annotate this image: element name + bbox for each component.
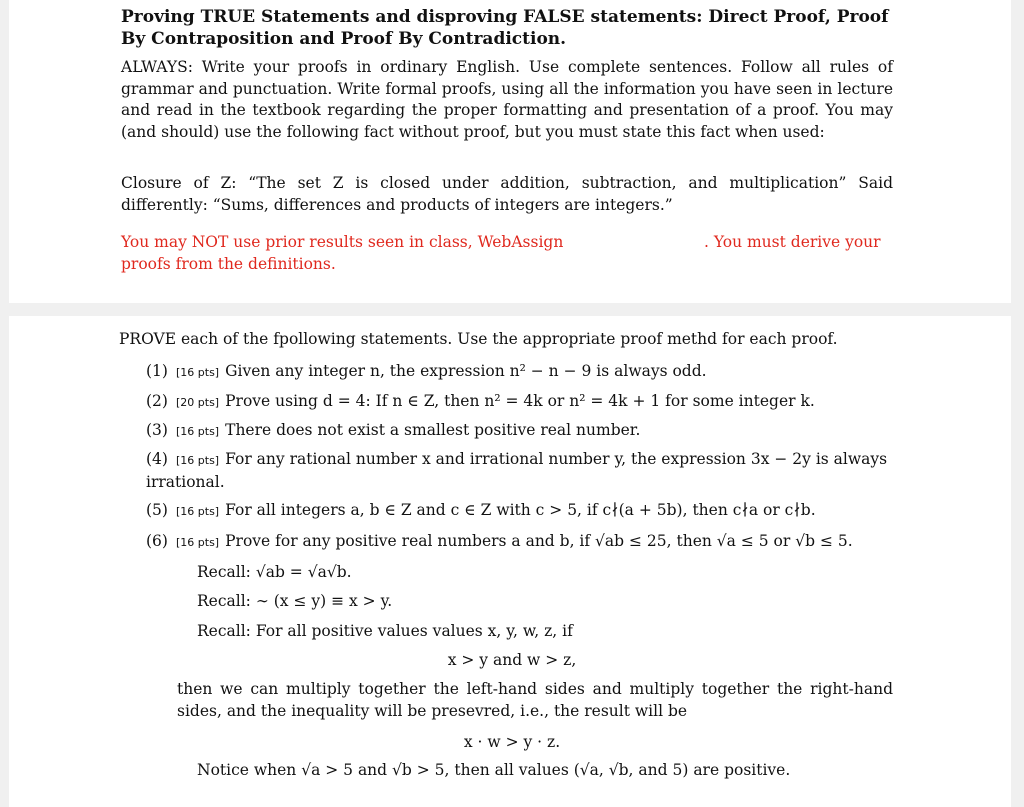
inequality-2: x · w > y · z. [463,733,561,751]
problem-number: (4) [146,450,168,468]
problem-text: For all integers a, b ∈ Z and c ∈ Z with c > 5, if c∤(a + 5b), then c∤a or c∤b. [225,501,816,519]
problem-text: There does not exist a smallest positive real number. [225,421,641,439]
warning-text-right: . You must derive your [704,233,881,251]
problem-text: Prove for any positive real numbers a and b, if √ab ≤ 25, then √a ≤ 5 or √b ≤ 5. [225,532,853,550]
recall-multiply: Recall: For all positive values values x, y, w, z, if [197,622,573,640]
problem-3 [146,420,894,443]
then-paragraph: then we can multiply together the left-hand sides and multiply together the right-hand sides, and the inequality will be presevred, i.e., the result will be [177,680,893,720]
warning-text-line2: proofs from the definitions. [121,255,336,273]
recall-sqrt: Recall: √ab = √a√b. [197,563,352,581]
page-title: Proving TRUE Statements and disproving FALSE statements: Direct Proof, Proof By Contraposition and Proof By Contradiction. [121,7,889,49]
problem-text: Prove using d = 4: If n ∈ Z, then n² = 4k or n² = 4k + 1 for some integer k. [225,392,815,410]
problem-5 [146,500,894,523]
problem-number: (6) [146,532,168,550]
notice-text: Notice when √a > 5 and √b > 5, then all values (√a, √b, and 5) are positive. [197,761,791,779]
problem-6 [146,531,894,554]
always-paragraph: ALWAYS: Write your proofs in ordinary English. Use complete sentences. Follow all rules of grammar and punctuation. Write formal proofs, using all the information you have seen in lecture and read in the textbook regarding the proper formatting and presentation of a proof. You may (and should) use the following fact without proof, but you must state this fact when used: [121,58,893,141]
problem-points: [16 pts] [176,366,220,379]
problem-text: For any rational number x and irrational number y, the expression 3x − 2y is always irrational. [146,450,888,491]
problem-2 [146,391,894,414]
problem-4 [146,449,894,493]
problem-points: [20 pts] [176,396,220,409]
problem-number: (5) [146,501,168,519]
problem-number: (3) [146,421,168,439]
problem-number: (1) [146,362,168,380]
problem-points: [16 pts] [176,454,220,467]
closure-paragraph: Closure of Z: “The set Z is closed under addition, subtraction, and multiplication” Said differently: “Sums, differences and products of integers are integers.” [121,174,893,214]
problem-number: (2) [146,392,168,410]
problems-intro: PROVE each of the fpollowing statements. Use the appropriate proof methd for each proof. [119,330,838,348]
warning-text-left: You may NOT use prior results seen in class, WebAssign [121,233,564,251]
problem-1 [146,361,894,384]
recall-negation: Recall: ∼ (x ≤ y) ≡ x > y. [197,592,393,610]
problem-points: [16 pts] [176,425,220,438]
problem-points: [16 pts] [176,536,220,549]
problem-text: Given any integer n, the expression n² − n − 9 is always odd. [225,362,707,380]
inequality-1: x > y and w > z, [447,651,577,669]
problem-points: [16 pts] [176,505,220,518]
